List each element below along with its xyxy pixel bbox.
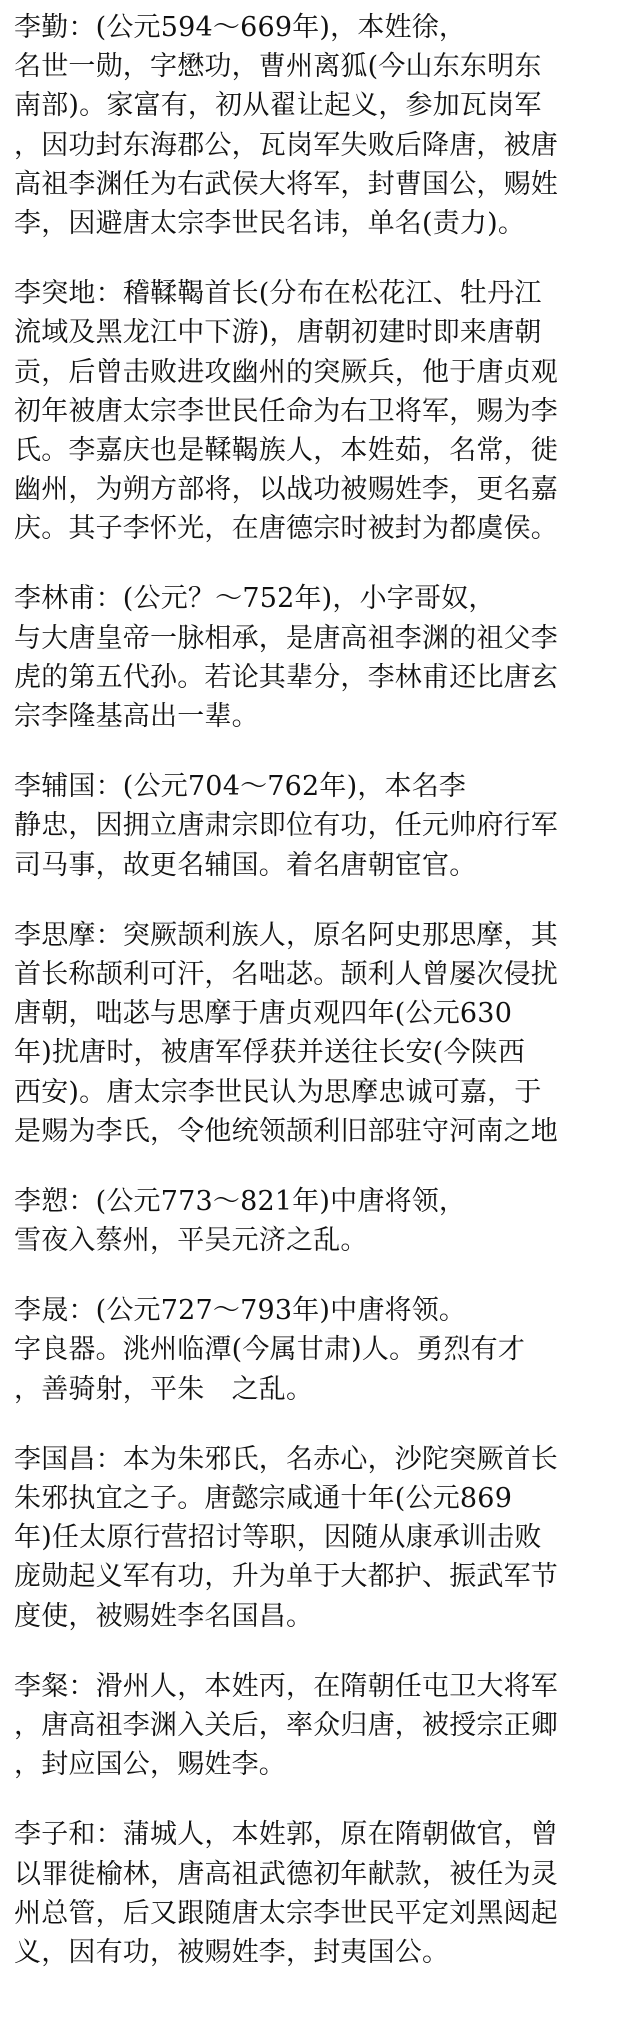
entry-li-fuguo xyxy=(14,767,628,885)
text-line: 高祖李渊任为右武侯大将军，封曹国公，赐姓 xyxy=(14,168,558,200)
text-line: 唐朝，咄苾与思摩于唐贞观四年(公元630 xyxy=(14,998,513,1030)
text-line: 义，因有功，被赐姓李，封夷国公。 xyxy=(14,1936,450,1968)
entry-li-simo xyxy=(14,916,628,1151)
text-line: 李粲：滑州人，本姓丙，在隋朝任屯卫大将军 xyxy=(14,1670,558,1702)
entry-li-su xyxy=(14,1182,628,1260)
text-line: 初年被唐太宗李世民任命为右卫将军，赐为李 xyxy=(14,395,558,427)
text-line: 李，因避唐太宗李世民名讳，单名(责力)。 xyxy=(14,207,526,239)
text-line: 李突地：稽鞣鞨首长(分布在松花江、牡丹江 xyxy=(14,278,542,310)
text-line: 李国昌：本为朱邪氏，名赤心，沙陀突厥首长 xyxy=(14,1443,558,1475)
text-line: 宗李隆基高出一辈。 xyxy=(14,701,259,732)
text-line: 李子和：蒲城人，本姓郭，原在隋朝做官，曾 xyxy=(14,1819,558,1851)
text-line: 庞勋起义军有功，升为单于大都护、振武军节 xyxy=(14,1561,558,1593)
text-line: ，因功封东海郡公，瓦岗军失败后降唐，被唐 xyxy=(14,129,558,161)
text-line: 李思摩：突厥颉利族人，原名阿史那思摩，其 xyxy=(14,919,558,951)
text-line: 首长称颉利可汗，名咄苾。颉利人曾屡次侵扰 xyxy=(14,958,558,990)
text-line: 以罪徙榆林，唐高祖武德初年献款，被任为灵 xyxy=(14,1858,558,1890)
text-line: ，善骑射，平朱 之乱。 xyxy=(14,1373,314,1405)
text-line: ，唐高祖李渊入关后，率众归唐，被授宗正卿 xyxy=(14,1709,558,1741)
text-line: 氏。李嘉庆也是鞣鞨族人，本姓茹，名常，徙 xyxy=(14,434,558,466)
text-line: 静忠，因拥立唐肃宗即位有功，任元帅府行军 xyxy=(14,810,558,842)
text-line: 幽州，为朔方部将，以战功被赐姓李，更名嘉 xyxy=(14,474,558,506)
text-line: 朱邪执宜之子。唐懿宗咸通十年(公元869 xyxy=(14,1483,513,1514)
text-line: ，封应国公，赐姓李。 xyxy=(14,1749,286,1781)
text-line: 年)任太原行营招讨等职，因随从康承训击败 xyxy=(14,1522,542,1554)
text-line: 西安)。唐太宗李世民认为思摩忠诚可嘉，于 xyxy=(14,1076,542,1108)
entry-li-ji xyxy=(14,8,628,243)
text-line: 李勤：(公元594～669年)，本姓徐， xyxy=(14,12,467,43)
entry-li-can xyxy=(14,1667,628,1785)
text-line: 李辅国：(公元704～762年)，本名李 xyxy=(14,771,467,803)
entry-li-guochang xyxy=(14,1440,628,1636)
entry-li-tudi xyxy=(14,274,628,548)
text-line: 字良器。洮州临潭(今属甘肃)人。勇烈有才 xyxy=(14,1334,526,1366)
text-line: 李愬：(公元773～821年)中唐将领， xyxy=(14,1185,467,1217)
text-line: 庆。其子李怀光，在唐德宗时被封为都虞侯。 xyxy=(14,513,558,545)
text-line: 年)扰唐时，被唐军俘获并送往长安(今陕西 xyxy=(14,1037,526,1069)
entry-li-sheng xyxy=(14,1291,628,1409)
text-line: 流域及黑龙江中下游)，唐朝初建时即来唐朝 xyxy=(14,317,542,349)
text-line: 李林甫：(公元？～752年)，小字哥奴， xyxy=(14,583,496,615)
text-line: 南部)。家富有，初从翟让起义，参加瓦岗军 xyxy=(14,90,542,122)
entry-li-linfu xyxy=(14,579,628,736)
entry-li-zihe xyxy=(14,1815,628,1972)
text-line: 州总管，后又跟随唐太宗李世民平定刘黑闼起 xyxy=(14,1897,558,1929)
text-line: 是赐为李氏，令他统领颉利旧部驻守河南之地 xyxy=(14,1115,558,1147)
text-line: 司马事，故更名辅国。着名唐朝宦官。 xyxy=(14,849,477,881)
text-line: 名世一勋，字懋功，曹州离狐(今山东东明东 xyxy=(14,51,542,83)
text-line: 李晟：(公元727～793年)中唐将领。 xyxy=(14,1295,467,1327)
text-line: 雪夜入蔡州，平吴元济之乱。 xyxy=(14,1225,368,1257)
text-line: 贡，后曾击败进攻幽州的突厥兵，他于唐贞观 xyxy=(14,356,558,388)
text-line: 度使，被赐姓李名国昌。 xyxy=(14,1600,314,1632)
text-line: 与大唐皇帝一脉相承，是唐高祖李渊的祖父李 xyxy=(14,622,558,654)
text-line: 虎的第五代孙。若论其辈分，李林甫还比唐玄 xyxy=(14,661,558,693)
